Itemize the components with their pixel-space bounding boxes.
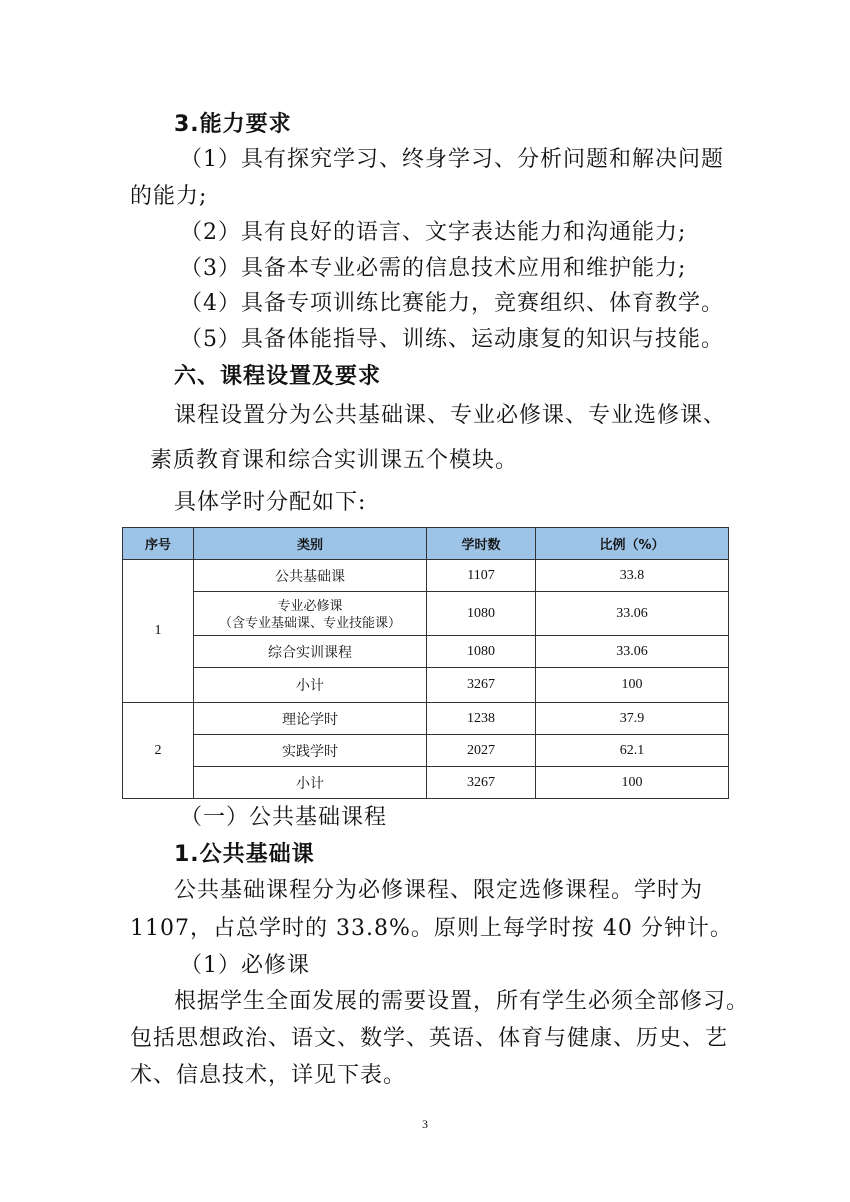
ratio-cell: 100 — [536, 668, 729, 703]
body-line: 术、信息技术，详见下表。 — [130, 1063, 407, 1088]
ability-line: （5）具备体能指导、训练、运动康复的知识与技能。 — [180, 327, 724, 352]
header-ratio: 比例（%） — [536, 528, 729, 560]
ratio-cell: 62.1 — [536, 735, 729, 767]
table-row — [123, 703, 729, 735]
hours-cell: 2027 — [427, 735, 536, 767]
ratio-cell: 100 — [536, 767, 729, 799]
ratio-cell: 33.06 — [536, 592, 729, 636]
category-cell: 小计 — [194, 767, 427, 799]
body-line: 1107，占总学时的 33.8%。原则上每学时按 40 分钟计。 — [130, 916, 733, 941]
category-cell: 公共基础课 — [194, 560, 427, 592]
ability-line: （3）具备本专业必需的信息技术应用和维护能力; — [180, 256, 687, 281]
ratio-cell: 33.06 — [536, 636, 729, 668]
section-6-title: 六、课程设置及要求 — [174, 364, 382, 389]
table-row — [123, 560, 729, 592]
hours-cell: 3267 — [427, 668, 536, 703]
body-line: 包括思想政治、语文、数学、英语、体育与健康、历史、艺 — [130, 1026, 729, 1051]
header-hours: 学时数 — [427, 528, 536, 560]
category-cell: 理论学时 — [194, 703, 427, 735]
ability-line: （2）具有良好的语言、文字表达能力和沟通能力; — [180, 220, 687, 245]
hours-cell: 1238 — [427, 703, 536, 735]
section-3-title: 3.能力要求 — [174, 112, 292, 137]
category-cell: 小计 — [194, 668, 427, 703]
intro-line: 课程设置分为公共基础课、专业必修课、专业选修课、 — [174, 403, 727, 428]
hours-cell: 3267 — [427, 767, 536, 799]
table-header-row — [123, 528, 729, 560]
page-number: 3 — [422, 1117, 428, 1131]
table-row — [123, 636, 729, 668]
hours-cell: 1107 — [427, 560, 536, 592]
body-line: 根据学生全面发展的需要设置，所有学生必须全部修习。 — [174, 989, 750, 1014]
category-cell — [194, 592, 427, 636]
ability-line: （4）具备专项训练比赛能力，竞赛组织、体育教学。 — [180, 291, 724, 316]
intro-line: 素质教育课和综合实训课五个模块。 — [150, 448, 519, 473]
ability-line: 的能力; — [130, 184, 208, 209]
table-row — [123, 668, 729, 703]
header-no: 序号 — [123, 528, 194, 560]
table-row — [123, 592, 729, 636]
table-row — [123, 735, 729, 767]
category-cell: 综合实训课程 — [194, 636, 427, 668]
hours-allocation-table — [122, 527, 729, 799]
category-note: （含专业基础课、专业技能课） — [218, 614, 401, 630]
category-cell: 实践学时 — [194, 735, 427, 767]
group-no: 1 — [123, 560, 194, 703]
body-line: 公共基础课程分为必修课程、限定选修课程。学时为 — [174, 878, 704, 903]
intro-line: 具体学时分配如下: — [174, 490, 367, 515]
group-no: 2 — [123, 703, 194, 799]
ratio-cell: 37.9 — [536, 703, 729, 735]
table-row — [123, 767, 729, 799]
subsection-title: （一）公共基础课程 — [180, 805, 388, 830]
required-title: （1）必修课 — [180, 953, 310, 978]
ability-line: （1）具有探究学习、终身学习、分析问题和解决问题 — [180, 147, 724, 172]
ratio-cell: 33.8 — [536, 560, 729, 592]
hours-cell: 1080 — [427, 636, 536, 668]
subsection-1-title: 1.公共基础课 — [174, 842, 315, 867]
header-category: 类别 — [194, 528, 427, 560]
hours-cell: 1080 — [427, 592, 536, 636]
category-line: 专业必修课 — [277, 597, 343, 613]
